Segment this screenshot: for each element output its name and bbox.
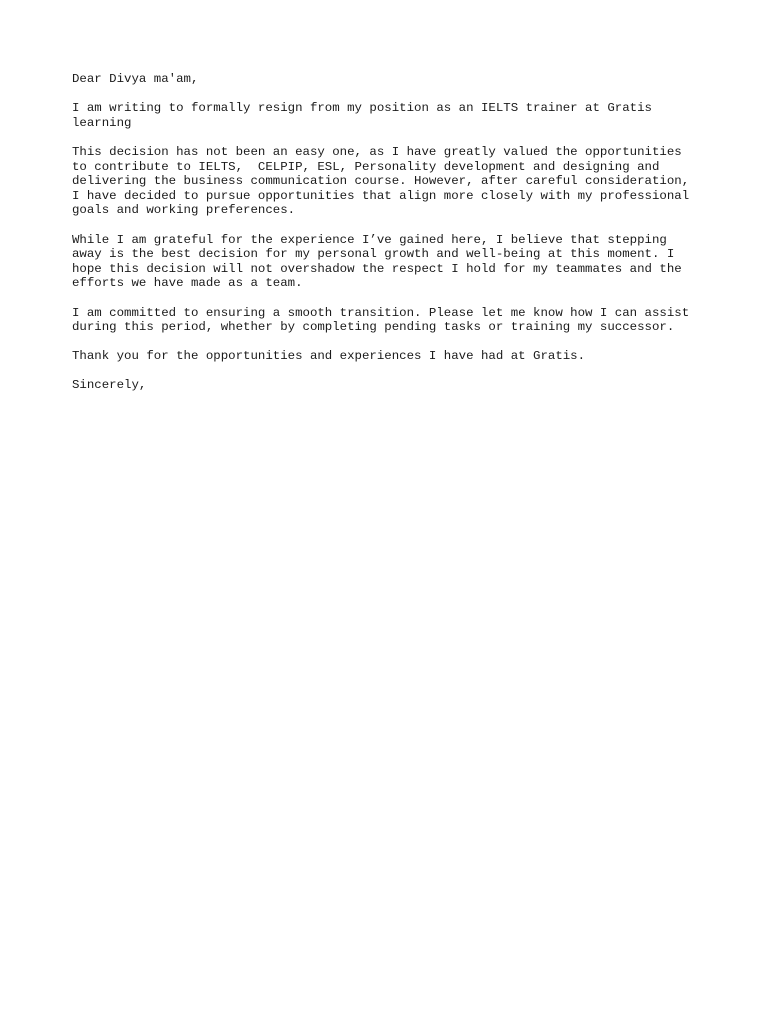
- paragraph-transition: I am committed to ensuring a smooth transition. Please let me know how I can assist during this period, whether by completing pending tasks or training my successor.: [72, 305, 690, 335]
- paragraph-gratitude: While I am grateful for the experience I’ve gained here, I believe that stepping away is the best decision for my personal growth and well-being at this moment. I hope this decision will not overshadow the respect I hold for my teammates and the efforts we have made as a team.: [72, 232, 682, 291]
- letter-page: [72, 72, 712, 408]
- paragraph-decision: This decision has not been an easy one, as I have greatly valued the opportunities to contribute to IELTS, CELPIP, ESL, Personality development and designing and delivering the business communication course. However, after careful consideration, I have decided to pursue opportunities that align more closely with my professional goals and working preferences.: [72, 144, 690, 218]
- salutation: Dear Divya ma'am,: [72, 72, 199, 86]
- closing: Sincerely,: [72, 378, 147, 393]
- paragraph-thanks: Thank you for the opportunities and experiences I have had at Gratis.: [72, 349, 586, 364]
- paragraph-intro: I am writing to formally resign from my position as an IELTS trainer at Gratis learning: [72, 101, 652, 130]
